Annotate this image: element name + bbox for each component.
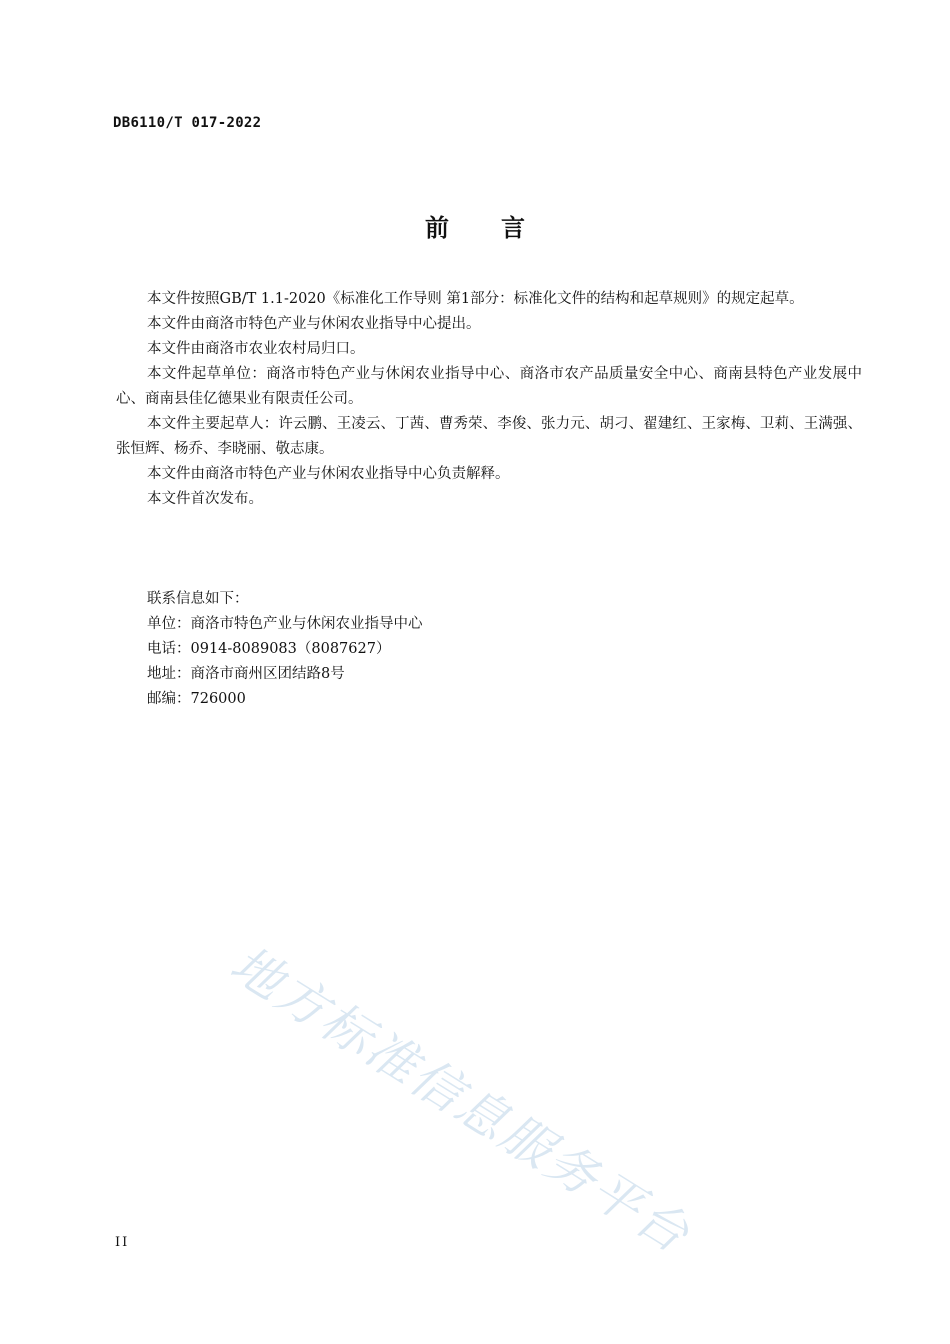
contact-phone: 电话：0914-8089083（8087627） — [147, 641, 391, 657]
paragraph-first-release: 本文件首次发布。 — [147, 491, 263, 507]
contact-address: 地址：商洛市商州区团结路8号 — [147, 666, 345, 682]
foreword-body — [116, 287, 862, 512]
paragraph-drafters: 本文件主要起草人：许云鹏、王凌云、丁茜、曹秀荣、李俊、张力元、胡刁、翟建红、王家梅、卫莉、王满强、张恒辉、杨乔、李晓丽、敬志康。 — [116, 416, 862, 457]
paragraph-proposer: 本文件由商洛市特色产业与休闲农业指导中心提出。 — [147, 316, 481, 332]
paragraph-drafting-units: 本文件起草单位：商洛市特色产业与休闲农业指导中心、商洛市农产品质量安全中心、商南县特色产业发展中心、商南县佳亿德果业有限责任公司。 — [116, 366, 862, 407]
paragraph-centralized-by: 本文件由商洛市农业农村局归口。 — [147, 341, 365, 357]
contact-heading: 联系信息如下： — [147, 591, 249, 607]
paragraph-interpretation: 本文件由商洛市特色产业与休闲农业指导中心负责解释。 — [147, 466, 510, 482]
document-code: DB6110/T 017-2022 — [113, 115, 262, 131]
contact-postcode: 邮编：726000 — [147, 691, 246, 707]
watermark: 地方标准信息服务平台 — [220, 934, 701, 1265]
page-number: II — [115, 1235, 130, 1250]
contact-info — [147, 587, 423, 712]
page-title: 前言 — [425, 214, 577, 242]
contact-unit: 单位：商洛市特色产业与休闲农业指导中心 — [147, 616, 423, 632]
paragraph-standard-basis: 本文件按照GB/T 1.1-2020《标准化工作导则 第1部分：标准化文件的结构和起草规则》的规定起草。 — [147, 291, 804, 307]
